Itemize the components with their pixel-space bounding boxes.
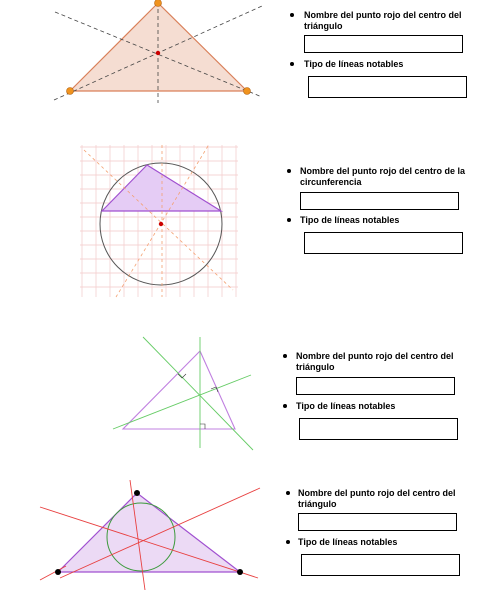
answer-lines-input-3[interactable] [299,418,458,440]
vertex-point [237,569,243,575]
question-lines-4: Tipo de líneas notables [298,537,398,547]
question-lines-1: Tipo de líneas notables [304,59,404,69]
answer-center-input-2[interactable] [300,192,459,210]
bullet [290,62,294,66]
bullet [283,404,287,408]
question-center-2: Nombre del punto rojo del centro de la circunferencia [300,166,466,187]
bullet [287,169,291,173]
answer-lines-input-4[interactable] [301,554,460,576]
question-center-4: Nombre del punto rojo del centro del triángulo [298,488,456,509]
bullet [286,540,290,544]
question-lines-2: Tipo de líneas notables [300,215,400,225]
question-center-1: Nombre del punto rojo del centro del triángulo [304,10,462,31]
answer-center-input-3[interactable] [296,377,455,395]
bullet [283,354,287,358]
question-lines-3: Tipo de líneas notables [296,401,396,411]
triangle [58,493,240,572]
answer-center-input-1[interactable] [304,35,463,53]
answer-lines-input-2[interactable] [304,232,463,254]
vertex-point [55,569,61,575]
bullet [290,13,294,17]
answer-lines-input-1[interactable] [308,76,467,98]
answer-center-input-4[interactable] [298,513,457,531]
question-center-3: Nombre del punto rojo del centro del triángulo [296,351,454,372]
angle-bisector [40,566,66,580]
vertex-point [134,490,140,496]
bullet [286,491,290,495]
bullet [287,218,291,222]
